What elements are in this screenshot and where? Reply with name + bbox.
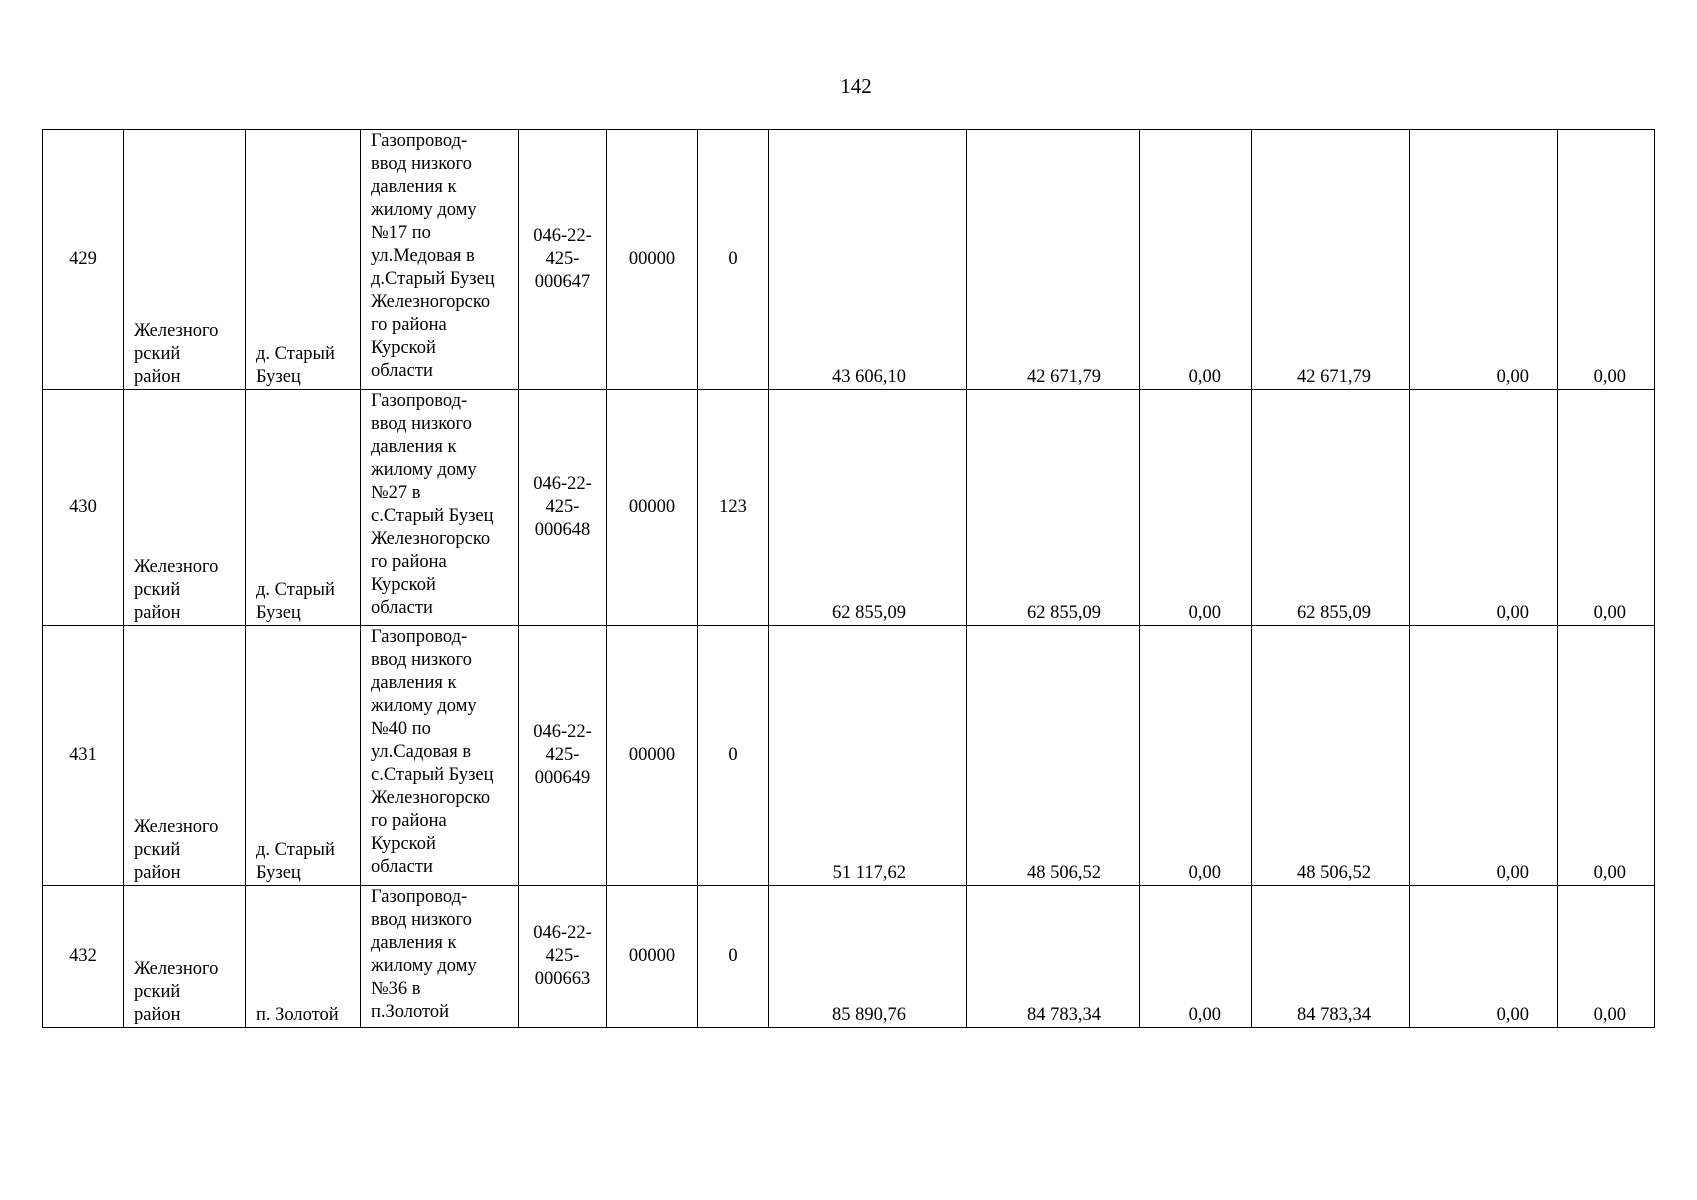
district-cell: Железного рский район	[124, 626, 246, 886]
object-name-cell: Газопровод- ввод низкого давления к жилому дому №17 по ул.Медовая в д.Старый Бузец Железногорско го района Курской области	[361, 130, 519, 390]
value-cell-1: 85 890,76	[769, 886, 967, 1028]
registry-table	[42, 129, 1655, 1028]
value-cell-6: 0,00	[1558, 130, 1655, 390]
registration-number-cell: 046-22- 425- 000648	[519, 390, 607, 626]
value-cell-4: 62 855,09	[1252, 390, 1410, 626]
page-number: 142	[840, 74, 872, 98]
table-row	[43, 130, 1655, 390]
value-cell-6: 0,00	[1558, 886, 1655, 1028]
table-row	[43, 886, 1655, 1028]
value-cell-3: 0,00	[1140, 886, 1252, 1028]
extra-cell: 0	[698, 130, 769, 390]
extra-cell: 123	[698, 390, 769, 626]
registration-number-cell: 046-22- 425- 000649	[519, 626, 607, 886]
value-cell-4: 42 671,79	[1252, 130, 1410, 390]
extra-cell: 0	[698, 626, 769, 886]
value-cell-2: 48 506,52	[967, 626, 1140, 886]
locality-cell: д. Старый Бузец	[246, 626, 361, 886]
object-name-cell: Газопровод- ввод низкого давления к жилому дому №27 в с.Старый Бузец Железногорско го района Курской области	[361, 390, 519, 626]
code-cell: 00000	[607, 130, 698, 390]
district-cell: Железного рский район	[124, 390, 246, 626]
value-cell-1: 43 606,10	[769, 130, 967, 390]
row-number-cell: 430	[43, 390, 124, 626]
value-cell-2: 84 783,34	[967, 886, 1140, 1028]
value-cell-5: 0,00	[1410, 886, 1558, 1028]
row-number-cell: 432	[43, 886, 124, 1028]
value-cell-3: 0,00	[1140, 626, 1252, 886]
value-cell-3: 0,00	[1140, 390, 1252, 626]
value-cell-1: 51 117,62	[769, 626, 967, 886]
object-name-cell: Газопровод- ввод низкого давления к жилому дому №40 по ул.Садовая в с.Старый Бузец Железногорско го района Курской области	[361, 626, 519, 886]
extra-cell: 0	[698, 886, 769, 1028]
value-cell-5: 0,00	[1410, 626, 1558, 886]
value-cell-2: 62 855,09	[967, 390, 1140, 626]
table-row	[43, 390, 1655, 626]
locality-cell: д. Старый Бузец	[246, 390, 361, 626]
value-cell-6: 0,00	[1558, 626, 1655, 886]
value-cell-3: 0,00	[1140, 130, 1252, 390]
row-number-cell: 429	[43, 130, 124, 390]
locality-cell: п. Золотой	[246, 886, 361, 1028]
value-cell-1: 62 855,09	[769, 390, 967, 626]
value-cell-5: 0,00	[1410, 130, 1558, 390]
district-cell: Железного рский район	[124, 130, 246, 390]
code-cell: 00000	[607, 886, 698, 1028]
district-cell: Железного рский район	[124, 886, 246, 1028]
registration-number-cell: 046-22- 425- 000663	[519, 886, 607, 1028]
locality-cell: д. Старый Бузец	[246, 130, 361, 390]
row-number-cell: 431	[43, 626, 124, 886]
value-cell-4: 84 783,34	[1252, 886, 1410, 1028]
value-cell-2: 42 671,79	[967, 130, 1140, 390]
object-name-cell: Газопровод- ввод низкого давления к жилому дому №36 в п.Золотой	[361, 886, 519, 1028]
table-row	[43, 626, 1655, 886]
value-cell-6: 0,00	[1558, 390, 1655, 626]
value-cell-5: 0,00	[1410, 390, 1558, 626]
code-cell: 00000	[607, 626, 698, 886]
value-cell-4: 48 506,52	[1252, 626, 1410, 886]
registration-number-cell: 046-22- 425- 000647	[519, 130, 607, 390]
code-cell: 00000	[607, 390, 698, 626]
